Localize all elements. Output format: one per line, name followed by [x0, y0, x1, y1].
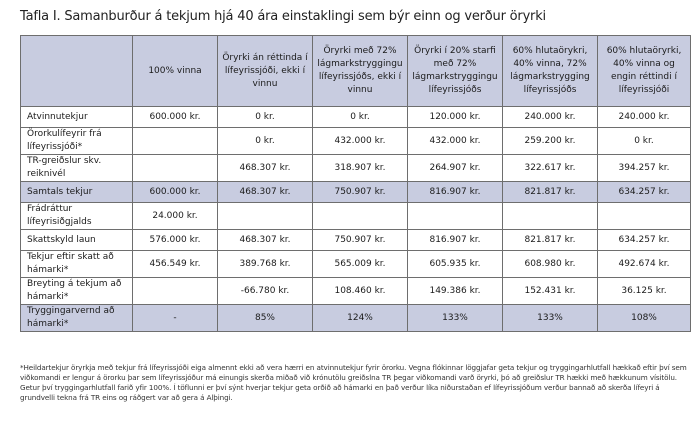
- table-cell: 318.907 kr.: [313, 155, 408, 182]
- table-cell: 432.000 kr.: [408, 128, 503, 155]
- row-label: Atvinnutekjur: [21, 107, 133, 128]
- header-cell-no-rights: Öryrki án réttinda í lífeyrissjóði, ekki í vinnu: [218, 36, 313, 107]
- table-cell: -: [133, 305, 218, 332]
- table-cell: 432.000 kr.: [313, 128, 408, 155]
- table-cell: 108%: [598, 305, 691, 332]
- header-cell-full-work: 100% vinna: [133, 36, 218, 107]
- table-cell: 634.257 kr.: [598, 230, 691, 251]
- table-cell: 389.768 kr.: [218, 251, 313, 278]
- row-label: Samtals tekjur: [21, 182, 133, 203]
- table-cell: 108.460 kr.: [313, 278, 408, 305]
- header-cell-partial-no-rights: 60% hlutaöryrki, 40% vinna og engin réttindi í lífeyrissjóði: [598, 36, 691, 107]
- row-label: TR-greiðslur skv. reiknivél: [21, 155, 133, 182]
- table-cell: 133%: [503, 305, 598, 332]
- row-label: Tekjur eftir skatt að hámarki*: [21, 251, 133, 278]
- table-cell: 0 kr.: [313, 107, 408, 128]
- table-cell: 85%: [218, 305, 313, 332]
- table-cell: 576.000 kr.: [133, 230, 218, 251]
- table-cell: 264.907 kr.: [408, 155, 503, 182]
- row-label: Tryggingarvernd að hámarki*: [21, 305, 133, 332]
- table-cell: [503, 203, 598, 230]
- table-cell: 152.431 kr.: [503, 278, 598, 305]
- table-cell: 259.200 kr.: [503, 128, 598, 155]
- table-cell: 750.907 kr.: [313, 182, 408, 203]
- row-label: Breyting á tekjum að hámarki*: [21, 278, 133, 305]
- table-cell: 468.307 kr.: [218, 230, 313, 251]
- table-cell: 750.907 kr.: [313, 230, 408, 251]
- table-cell: 0 kr.: [598, 128, 691, 155]
- table-row: [21, 203, 691, 230]
- table-row: [21, 107, 691, 128]
- table-cell: 608.980 kr.: [503, 251, 598, 278]
- table-cell: 821.817 kr.: [503, 230, 598, 251]
- table-cell: 816.907 kr.: [408, 230, 503, 251]
- table-cell: 600.000 kr.: [133, 182, 218, 203]
- table-cell: 600.000 kr.: [133, 107, 218, 128]
- table-cell: [408, 203, 503, 230]
- table-cell: 240.000 kr.: [598, 107, 691, 128]
- table-cell: 36.125 kr.: [598, 278, 691, 305]
- table-cell: 468.307 kr.: [218, 155, 313, 182]
- table-cell: 468.307 kr.: [218, 182, 313, 203]
- table-row: [21, 278, 691, 305]
- table-cell: 565.009 kr.: [313, 251, 408, 278]
- table-cell: [133, 278, 218, 305]
- comparison-table: [20, 35, 691, 332]
- table-cell: [133, 128, 218, 155]
- table-row: [21, 230, 691, 251]
- table-cell: 149.386 kr.: [408, 278, 503, 305]
- header-cell-min-insurance: Öryrki með 72% lágmarkstryggingu lífeyrissjóðs, ekki í vinnu: [313, 36, 408, 107]
- table-cell: 24.000 kr.: [133, 203, 218, 230]
- table-cell: [133, 155, 218, 182]
- table-row: [21, 155, 691, 182]
- table-cell: 0 kr.: [218, 107, 313, 128]
- table-row-total: [21, 182, 691, 203]
- table-cell: 634.257 kr.: [598, 182, 691, 203]
- table-cell: 124%: [313, 305, 408, 332]
- table-cell: 322.617 kr.: [503, 155, 598, 182]
- row-label: Örorkulífeyrir frá lífeyrissjóði*: [21, 128, 133, 155]
- row-label: Frádráttur lífeyrisiðgjalds: [21, 203, 133, 230]
- table-cell: 605.935 kr.: [408, 251, 503, 278]
- table-cell: 120.000 kr.: [408, 107, 503, 128]
- table-cell: [313, 203, 408, 230]
- table-cell: 456.549 kr.: [133, 251, 218, 278]
- table-cell: 133%: [408, 305, 503, 332]
- row-label: Skattskyld laun: [21, 230, 133, 251]
- table-cell: 394.257 kr.: [598, 155, 691, 182]
- table-cell: -66.780 kr.: [218, 278, 313, 305]
- header-cell-partial-min-insurance: 60% hlutaörykri, 40% vinna, 72% lágmarkstrygging lífeyrissjóðs: [503, 36, 598, 107]
- header-cell-label: [21, 36, 133, 107]
- table-cell: 816.907 kr.: [408, 182, 503, 203]
- header-cell-20pct-work: Öryrki í 20% starfi með 72% lágmarkstryggingu lífeyrissjóðs: [408, 36, 503, 107]
- table-cell: 0 kr.: [218, 128, 313, 155]
- table-row: [21, 251, 691, 278]
- table-cell: 821.817 kr.: [503, 182, 598, 203]
- table-row-insurance: [21, 305, 691, 332]
- footnote: *Heildartekjur öryrkja með tekjur frá lífeyrissjóði eiga almennt ekki að vera hærri en atvinnutekjur fyrir örorku. Vegna flókinnar löggjafar geta tekjur og tryggingarhlutfall hækkað eftir því sem viðkomandi er lengur á örorku þar sem lífeyrissjóður má einungis skerða miðað við krónutölu greiðslna TR þegar viðkomandi varð öryrki, þó að greiðslur TR hækki með hækkunum vísitölu. Getur því tryggingarhlutfall farið yfir 100%. Í töflunni er því sýnt hverjar tekjur geta orðið að hámarki en það verður líka niðurstaðan ef lífeyrissjóðum verður bannað að skerða lífeyri á grundvelli tekna frá TR eins og ráðgert var að gera á Alþingi.: [20, 363, 687, 402]
- table-row: [21, 128, 691, 155]
- table-cell: 492.674 kr.: [598, 251, 691, 278]
- table-cell: 240.000 kr.: [503, 107, 598, 128]
- table-cell: [218, 203, 313, 230]
- table-cell: [598, 203, 691, 230]
- header-row: [21, 36, 691, 107]
- table-title: Tafla I. Samanburður á tekjum hjá 40 ára einstaklingi sem býr einn og verður öryrki: [20, 9, 546, 24]
